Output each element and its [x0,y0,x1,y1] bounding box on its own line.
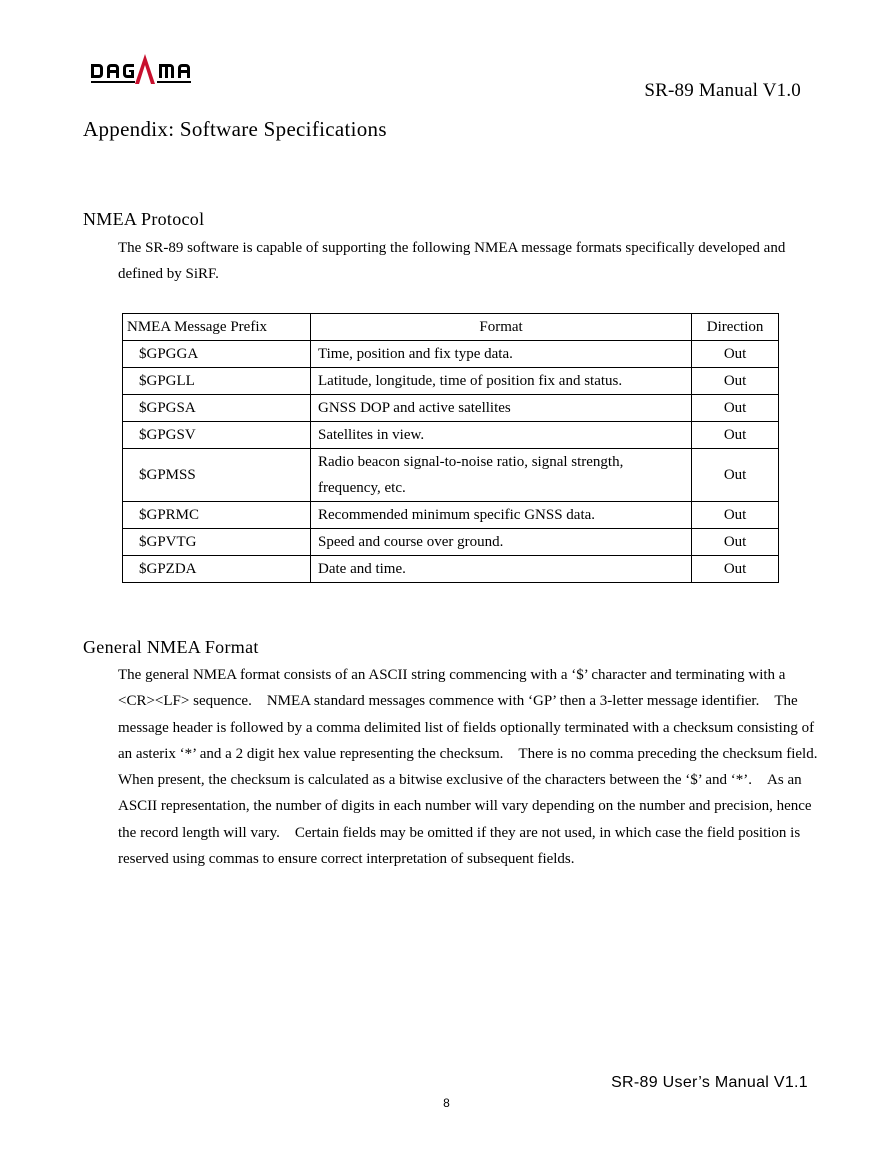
column-header-prefix: NMEA Message Prefix [123,314,311,341]
table-row [123,556,779,583]
cell-direction: Out [692,368,779,395]
section-title-general-nmea-format: General NMEA Format [83,637,259,657]
cell-prefix: $GPGGA [123,341,311,368]
nmea-protocol-intro: The SR-89 software is capable of supporting the following NMEA message formats specifically developed and defined by SiRF. [118,240,786,283]
page-title: Appendix: Software Specifications [83,117,387,141]
footer-manual-title: SR-89 User’s Manual V1.1 [611,1074,808,1091]
general-nmea-format-body: The general NMEA format consists of an ASCII string commencing with a ‘$’ character and terminating with a <CR><LF> sequence. NMEA standard messages commence with ‘GP’ then a 3-letter message identifier. The message header is followed by a comma delimited list of fields optionally terminated with a checksum consisting of an asterix ‘*’ and a 2 digit hex value representing the checksum. There is no comma preceding the checksum field. When present, the checksum is calculated as a bitwise exclusive of the characters between the ‘$’ and ‘*’. As an ASCII representation, the number of digits in each number will vary depending on the number and precision, hence the record length will vary. Certain fields may be omitted if they are not used, in which case the field position is reserved using commas to ensure correct interpretation of subsequent fields. [118,667,833,868]
cell-prefix: $GPGSV [123,422,311,449]
cell-format: Speed and course over ground. [311,529,692,556]
nmea-message-table [122,313,779,583]
table-header-row [123,314,779,341]
cell-prefix: $GPZDA [123,556,311,583]
table-row [123,529,779,556]
cell-format: Recommended minimum specific GNSS data. [311,502,692,529]
table-row [123,449,779,502]
column-header-format: Format [311,314,692,341]
cell-direction: Out [692,556,779,583]
cell-prefix: $GPGLL [123,368,311,395]
cell-direction: Out [692,422,779,449]
cell-prefix: $GPGSA [123,395,311,422]
cell-format: Latitude, longitude, time of position fix and status. [311,368,692,395]
header-manual-title: SR-89 Manual V1.0 [644,80,801,101]
cell-direction: Out [692,529,779,556]
column-header-direction: Direction [692,314,779,341]
cell-format: Date and time. [311,556,692,583]
dagama-logo [89,54,197,86]
cell-direction: Out [692,449,779,502]
cell-prefix: $GPVTG [123,529,311,556]
section-title-nmea-protocol: NMEA Protocol [83,209,205,229]
cell-direction: Out [692,341,779,368]
cell-prefix: $GPRMC [123,502,311,529]
table-row [123,502,779,529]
cell-direction: Out [692,502,779,529]
table-row [123,341,779,368]
table-row [123,422,779,449]
cell-format: GNSS DOP and active satellites [311,395,692,422]
cell-direction: Out [692,395,779,422]
table-row [123,368,779,395]
cell-format: Time, position and fix type data. [311,341,692,368]
cell-format: Radio beacon signal-to-noise ratio, signal strength, frequency, etc. [311,449,692,502]
cell-format: Satellites in view. [311,422,692,449]
table-row [123,395,779,422]
cell-prefix: $GPMSS [123,449,311,502]
page-number: 8 [443,1096,450,1110]
